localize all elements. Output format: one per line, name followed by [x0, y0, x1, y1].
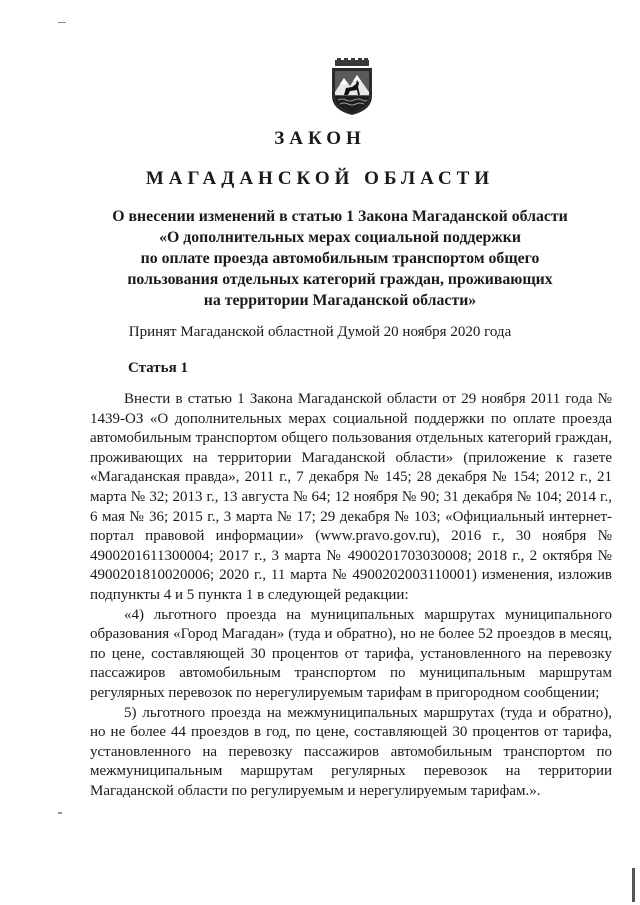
- article-heading: Статья 1: [128, 360, 188, 376]
- subtitle-line: О внесении изменений в статью 1 Закона Магаданской области: [112, 208, 568, 225]
- paragraph: «4) льготного проезда на муниципальных маршрутах муниципального образования «Город Магадан» (туда и обратно), но не более 52 проездов в месяц, по цене, составляющей 30 процентов от тарифа, установленного на перевозку пассажиров автомобильным транспортом по муниципальным маршрутам регулярных перевозок по нерегулируемым тарифам в пригородном сообщении;: [90, 606, 612, 701]
- law-subtitle: [70, 206, 610, 311]
- subtitle-line: на территории Магаданской области»: [203, 292, 477, 309]
- adoption-statement: Принят Магаданской областной Думой 20 ноября 2020 года: [128, 324, 512, 340]
- subtitle-line: пользования отдельных категорий граждан, проживающих: [127, 271, 553, 288]
- article-body: [90, 390, 612, 801]
- coat-of-arms-icon: [326, 58, 378, 116]
- scan-artifact: [632, 868, 635, 902]
- law-title: ЗАКОН: [274, 128, 366, 149]
- region-title: МАГАДАНСКОЙ ОБЛАСТИ: [145, 168, 495, 189]
- subtitle-line: по оплате проезда автомобильным транспортом общего: [140, 250, 540, 267]
- paragraph: 5) льготного проезда на межмуниципальных маршрутах (туда и обратно), но не более 44 проездов в год, по цене, составляющей 30 процентов от тарифа, установленного на перевозку пассажиров автомобильным транспортом по межмуниципальным маршрутам регулярных перевозок на территории Магаданской области по регулируемым и нерегулируемым тарифам.».: [90, 704, 612, 799]
- scan-artifact: [58, 812, 62, 814]
- subtitle-line: «О дополнительных мерах социальной поддержки: [159, 229, 521, 246]
- paragraph: Внести в статью 1 Закона Магаданской области от 29 ноября 2011 года № 1439-ОЗ «О дополнительных мерах социальной поддержки по оплате проезда автомобильным транспортом общего пользования отдельных категорий граждан, проживающих на территории Магаданской области» (приложение к газете «Магаданская правда», 2011 г., 7 декабря № 145; 28 декабря № 154; 2012 г., 21 марта № 32; 2013 г., 13 августа № 64; 12 ноября № 90; 31 декабря № 104; 2014 г., 6 мая № 36; 2015 г., 3 марта № 17; 29 декабря № 103; «Официальный интернет-портал правовой информации» (www.pravo.gov.ru), 2016 г., 30 ноября № 4900201611300004; 2017 г., 3 марта № 4900201703030008; 2018 г., 2 октября № 4900201810020006; 2020 г., 11 марта № 4900202003110001) изменения, изложив подпункты 4 и 5 пункта 1 в следующей редакции:: [90, 391, 612, 603]
- scan-artifact: [58, 22, 66, 23]
